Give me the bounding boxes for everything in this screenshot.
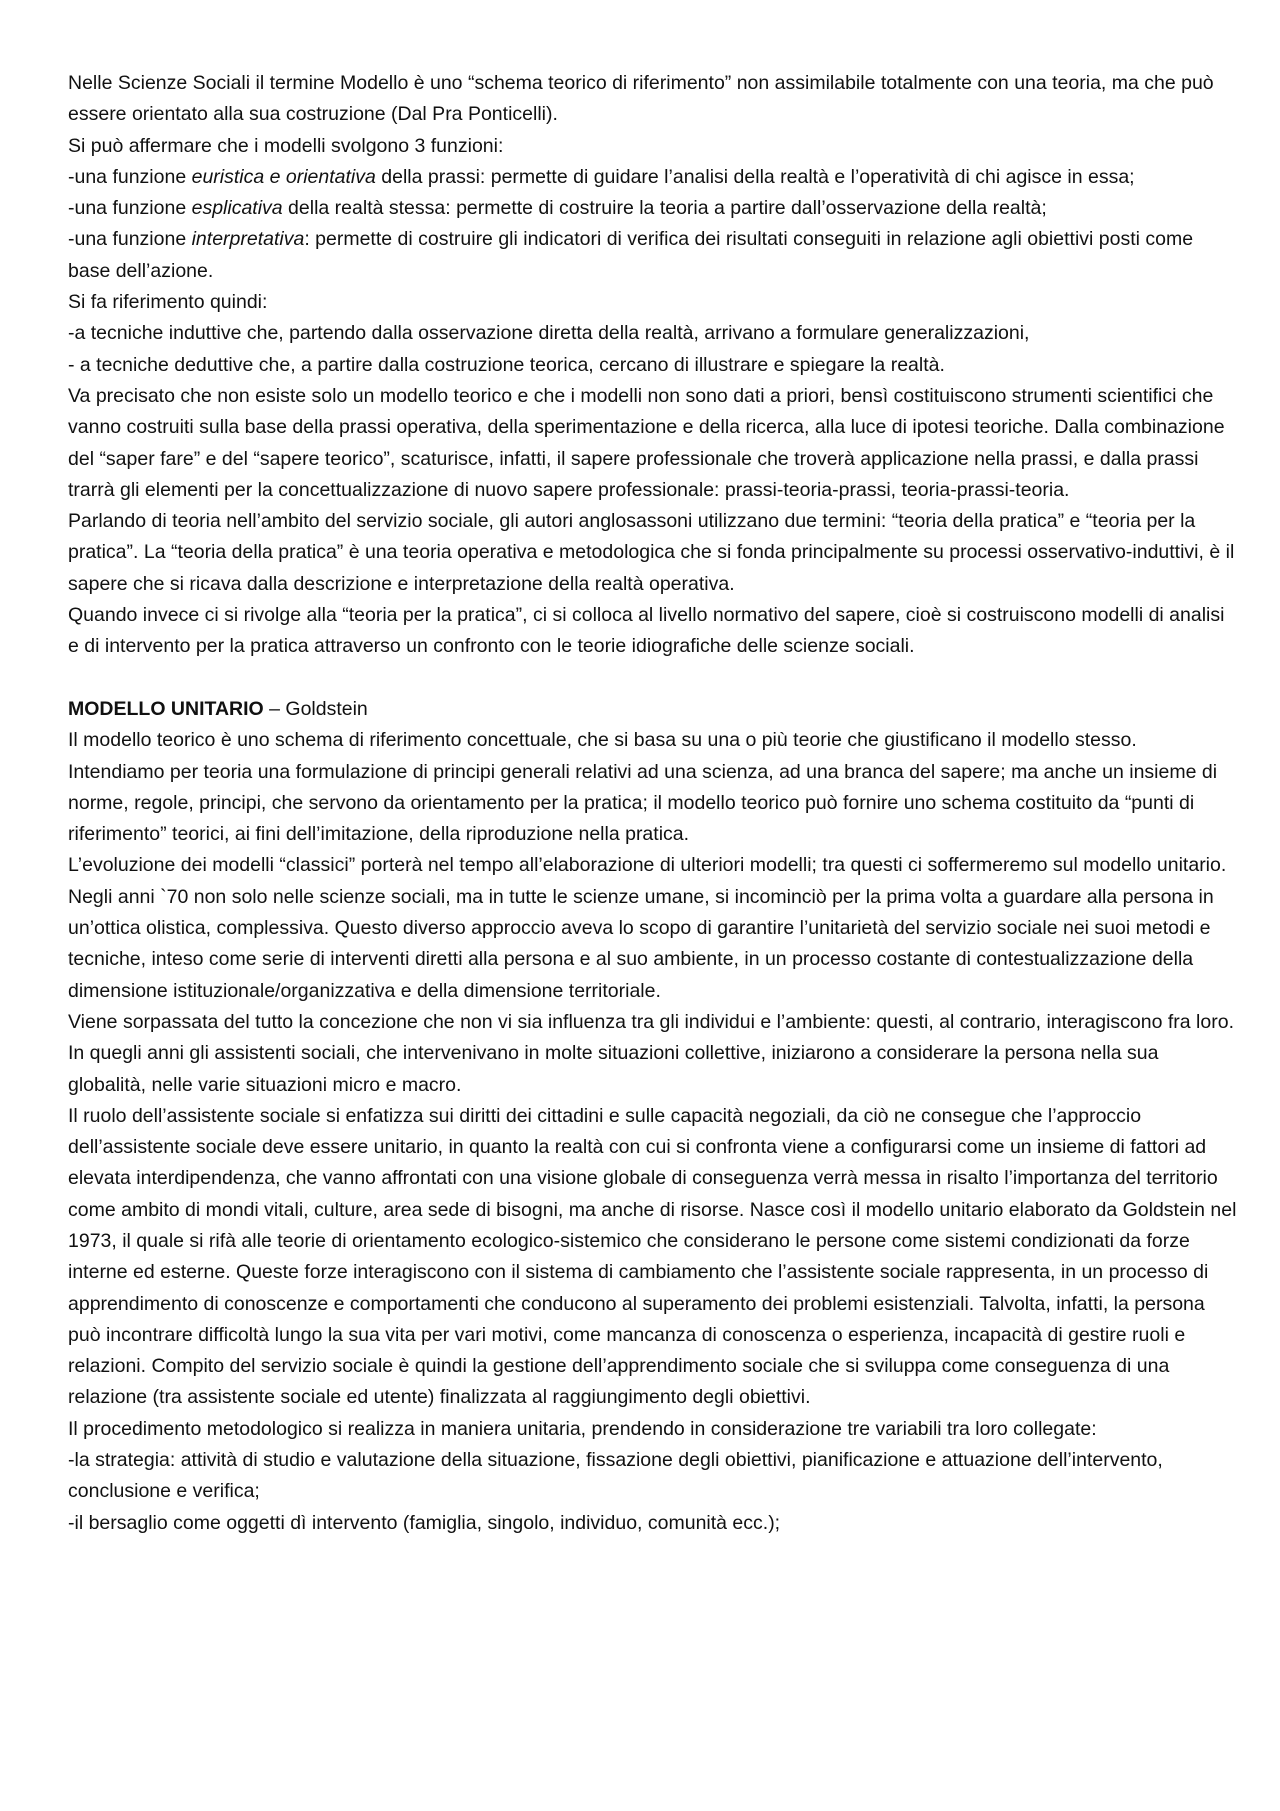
intro-paragraph-2: Si può affermare che i modelli svolgono 3 funzioni: [68,134,504,157]
function-3-text: : permette di costruire gli indicatori di verifica dei risultati conseguiti in relazione agli obiettivi posti come base dell’azione. [68,228,1194,282]
section-paragraph-3: Negli anni `70 non solo nelle scienze sociali, ma in tutte le scienze umane, si incominciò per la prima volta a guardare alla persona in un’ottica olistica, complessiva. Questo diverso approccio aveva lo scopo di garantire l’unitarietà del servizio sociale nei suoi metodi e tecniche, inteso come serie di interventi diretti alla persona e al suo ambiente, in un processo costante di contestualizzazione della dimensione istituzionale/organizzativa e della dimensione territoriale. [68,885,1214,1002]
paragraph-spacer [68,663,1238,694]
function-2-emphasis: esplicativa [191,197,283,220]
function-2-text: della realtà stessa: permette di costruire la teoria a partire dall’osservazione della realtà; [282,197,1047,220]
function-1-emphasis: euristica e orientativa [191,165,376,188]
intro-paragraph-6: Va precisato che non esiste solo un modello teorico e che i modelli non sono dati a priori, bensì costituiscono strumenti scientifici che vanno costruiti sulla base della prassi operativa, della sperimentazione e della ricerca, alla luce di ipotesi teoriche. Dalla combinazione del “saper fare” e del “sapere teorico”, scaturisce, infatti, il sapere professionale che troverà applicazione nella prassi, e dalla prassi trarrà gli elementi per la concettualizzazione di nuovo sapere professionale: prassi-teoria-prassi, teoria-prassi-teoria. [68,384,1225,501]
intro-paragraph-8: Quando invece ci si rivolge alla “teoria per la pratica”, ci si colloca al livello normativo del sapere, cioè si costruiscono modelli di analisi e di intervento per la pratica attraverso un confronto con le teorie idiografiche delle scienze sociali. [68,604,1225,658]
function-2-prefix: -una funzione [68,197,192,220]
section-paragraph-6: Il procedimento metodologico si realizza in maniera unitaria, prendendo in considerazione tre variabili tra loro collegate: [68,1417,1097,1440]
function-item-1 [68,162,1238,193]
document-body [68,68,1238,1539]
section-paragraph-1: Il modello teorico è uno schema di riferimento concettuale, che si basa su una o più teorie che giustificano il modello stesso. Intendiamo per teoria una formulazione di principi generali relativi ad una scienza, ad una branca del sapere; ma anche un insieme di norme, regole, principi, che servono da orientamento per la pratica; il modello teorico può fornire uno schema costituito da “punti di riferimento” teorici, ai fini dell’imitazione, della riproduzione nella pratica. [68,729,1218,846]
section-heading [68,694,1238,725]
section-paragraph-5: Il ruolo dell’assistente sociale si enfatizza sui diritti dei cittadini e sulle capacità negoziali, da ciò ne consegue che l’approccio dell’assistente sociale deve essere unitario, in quanto la realtà con cui si confronta viene a configurarsi come un insieme di fattori ad elevata interdipendenza, che vanno affrontati con una visione globale di conseguenza verrà messa in risalto l’importanza del territorio come ambito di mondi vitali, culture, area sede di bisogni, ma anche di risorse. Nasce così il modello unitario elaborato da Goldstein nel 1973, il quale si rifà alle teorie di orientamento ecologico-sistemico che considerano le persone come sistemi condizionati da forze interne ed esterne. Queste forze interagiscono con il sistema di cambiamento che l’assistente sociale rappresenta, in un processo di apprendimento di conoscenze e comportamenti che conducono al superamento dei problemi esistenziali. Talvolta, infatti, la persona può incontrare difficoltà lungo la sua vita per vari motivi, come mancanza di conoscenza o esperienza, incapacità di gestire ruoli e relazioni. Compito del servizio sociale è quindi la gestione dell’apprendimento sociale che si sviluppa come conseguenza di una relazione (tra assistente sociale ed utente) finalizzata al raggiungimento degli obiettivi. [68,1104,1237,1409]
section-heading-title: MODELLO UNITARIO [68,697,264,720]
intro-paragraph-4: -a tecniche induttive che, partendo dalla osservazione diretta della realtà, arrivano a formulare generalizzazioni, [68,322,1030,345]
intro-paragraph-5: - a tecniche deduttive che, a partire dalla costruzione teorica, cercano di illustrare e spiegare la realtà. [68,353,945,376]
function-item-3 [68,224,1238,287]
function-3-emphasis: interpretativa [191,228,305,251]
intro-paragraph-7: Parlando di teoria nell’ambito del servizio sociale, gli autori anglosassoni utilizzano due termini: “teoria della pratica” e “teoria per la pratica”. La “teoria della pratica” è una teoria operativa e metodologica che si fonda principalmente su processi osservativo-induttivi, è il sapere che si ricava dalla descrizione e interpretazione della realtà operativa. [68,510,1235,595]
section-paragraph-2: L’evoluzione dei modelli “classici” porterà nel tempo all’elaborazione di ulteriori modelli; tra questi ci soffermeremo sul modello unitario. [68,854,1227,877]
section-paragraph-7: -la strategia: attività di studio e valutazione della situazione, fissazione degli obiettivi, pianificazione e attuazione dell’intervento, conclusione e verifica; [68,1449,1163,1503]
function-1-prefix: -una funzione [68,165,192,188]
section-paragraph-4: Viene sorpassata del tutto la concezione che non vi sia influenza tra gli individui e l’ambiente: questi, al contrario, interagiscono fra loro. In quegli anni gli assistenti sociali, che intervenivano in molte situazioni collettive, iniziarono a considerare la persona nella sua globalità, nelle varie situazioni micro e macro. [68,1010,1234,1096]
intro-paragraph-1: Nelle Scienze Sociali il termine Modello è uno “schema teorico di riferimento” non assimilabile totalmente con una teoria, ma che può essere orientato alla sua costruzione (Dal Pra Ponticelli). [68,72,1214,126]
function-3-prefix: -una funzione [68,228,192,251]
function-item-2 [68,193,1238,224]
function-1-text: della prassi: permette di guidare l’analisi della realtà e l’operatività di chi agisce in essa; [375,165,1135,188]
section-heading-author: – Goldstein [263,697,368,720]
section-paragraph-8: -il bersaglio come oggetti dì intervento (famiglia, singolo, individuo, comunità ecc.); [68,1511,781,1534]
intro-paragraph-3: Si fa riferimento quindi: [68,291,268,314]
